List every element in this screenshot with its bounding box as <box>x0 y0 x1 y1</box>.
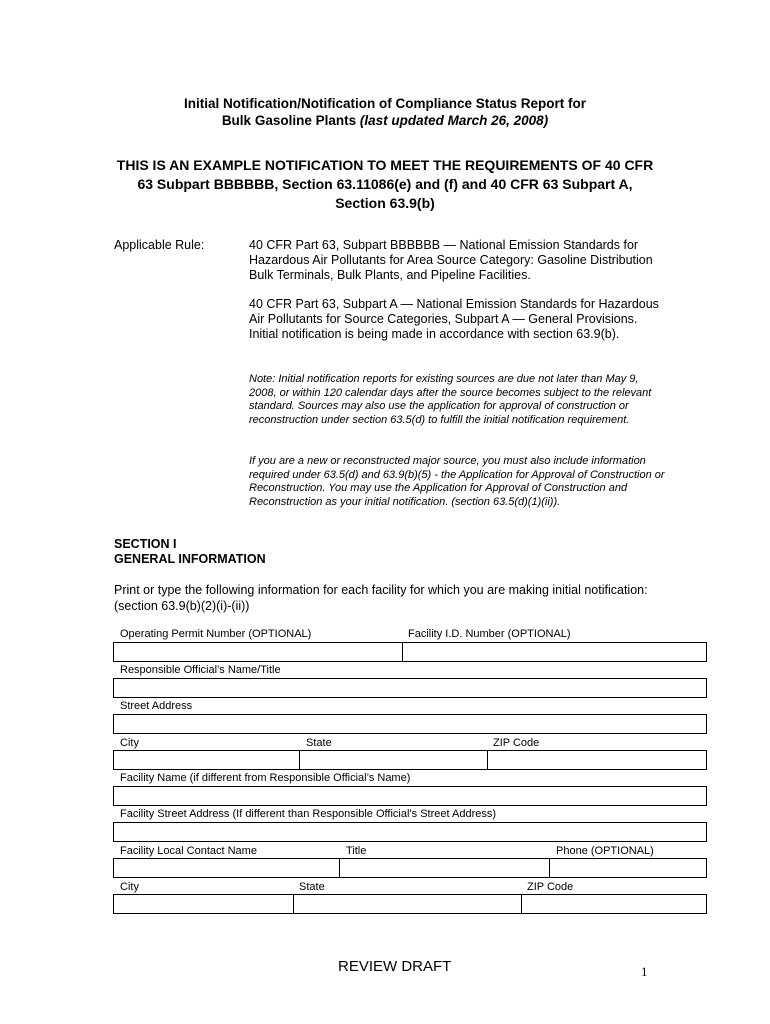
rule-paragraph-2: 40 CFR Part 63, Subpart A — National Emission Standards for Hazardous Air Pollutants for Source Categories, Subpart A — General Provisions. Initial notification is being made in accordance with section 63.9(b). <box>249 297 659 342</box>
heading-line-3: Section 63.9(b) <box>335 195 435 211</box>
note-paragraph-2: If you are a new or reconstructed major source, you must also include information required under 63.5(d) and 63.9(b)(5) - the Application for Approval of Construction or Reconstruction. You may use the Application for Approval of Construction and Reconstruction as your initial notification. (section 63.5(d)(1)(ii)). <box>249 455 665 508</box>
instructions <box>114 583 674 614</box>
city-field-2[interactable] <box>113 894 293 914</box>
city-state-zip-row-2 <box>113 894 707 914</box>
section-heading <box>114 537 266 567</box>
title-line-2-italic: (last updated March 26, 2008) <box>359 113 549 128</box>
facility-id-label: Facility I.D. Number (OPTIONAL) <box>408 628 571 640</box>
zip-label-2: ZIP Code <box>527 881 574 893</box>
page-number: 1 <box>641 964 648 979</box>
phone-field[interactable] <box>549 858 707 878</box>
heading-line-1: THIS IS AN EXAMPLE NOTIFICATION TO MEET THE REQUIREMENTS OF 40 CFR <box>116 157 654 173</box>
responsible-official-field[interactable] <box>113 678 707 698</box>
facility-name-label: Facility Name (if different from Responsible Official’s Name) <box>120 772 411 784</box>
note-paragraph-1: Note: Initial notification reports for existing sources are due not later than May 9, 2008, or within 120 calendar days after the source becomes subject to the relevant standard. Sources may also use the application for approval of construction or reconstruction under section 63.5(d) to fulfill the initial notification requirement. <box>249 373 652 426</box>
phone-label: Phone (OPTIONAL) <box>556 845 654 857</box>
city-field[interactable] <box>113 750 299 770</box>
section-number: SECTION I <box>114 537 177 551</box>
operating-permit-label: Operating Permit Number (OPTIONAL) <box>120 628 312 640</box>
section-title: GENERAL INFORMATION <box>114 552 266 566</box>
city-state-zip-row <box>113 750 707 770</box>
instructions-line-1: Print or type the following information for each facility for which you are making initial notification: <box>114 583 648 597</box>
facility-street-field[interactable] <box>113 822 707 842</box>
title-line-2 <box>100 112 670 129</box>
zip-field[interactable] <box>487 750 707 770</box>
facility-contact-field[interactable] <box>113 858 339 878</box>
title-line-2-plain: Bulk Gasoline Plants <box>221 113 360 128</box>
facility-street-label: Facility Street Address (If different than Responsible Official’s Street Address) <box>120 808 497 820</box>
document-title <box>100 95 670 129</box>
street-address-label: Street Address <box>120 700 193 712</box>
applicable-rule-label: Applicable Rule: <box>114 238 205 252</box>
title-field[interactable] <box>339 858 549 878</box>
example-heading <box>100 156 670 213</box>
street-address-field[interactable] <box>113 714 707 734</box>
title-line-1: Initial Notification/Notification of Compliance Status Report for <box>183 96 586 111</box>
facility-contact-label: Facility Local Contact Name <box>120 845 257 857</box>
responsible-official-label: Responsible Official’s Name/Title <box>120 664 281 676</box>
city-label: City <box>120 737 139 749</box>
review-draft-footer: REVIEW DRAFT <box>338 958 452 975</box>
zip-label: ZIP Code <box>493 737 540 749</box>
operating-permit-field[interactable] <box>113 642 402 662</box>
contact-row <box>113 858 707 878</box>
state-label-2: State <box>299 881 325 893</box>
zip-field-2[interactable] <box>521 894 707 914</box>
instructions-line-2: (section 63.9(b)(2)(i)-(ii)) <box>114 598 250 613</box>
state-field[interactable] <box>299 750 487 770</box>
city-label-2: City <box>120 881 139 893</box>
state-label: State <box>306 737 332 749</box>
title-label: Title <box>346 845 367 857</box>
facility-id-field[interactable] <box>402 642 707 662</box>
rule-paragraph-1: 40 CFR Part 63, Subpart BBBBBB — National Emission Standards for Hazardous Air Pollutants for Area Source Category: Gasoline Distribution Bulk Terminals, Bulk Plants, and Pipeline Facilities. <box>249 238 653 283</box>
facility-name-field[interactable] <box>113 786 707 806</box>
state-field-2[interactable] <box>293 894 521 914</box>
heading-line-2: 63 Subpart BBBBBB, Section 63.11086(e) and (f) and 40 CFR 63 Subpart A, <box>137 176 633 192</box>
permit-id-row <box>113 642 707 662</box>
